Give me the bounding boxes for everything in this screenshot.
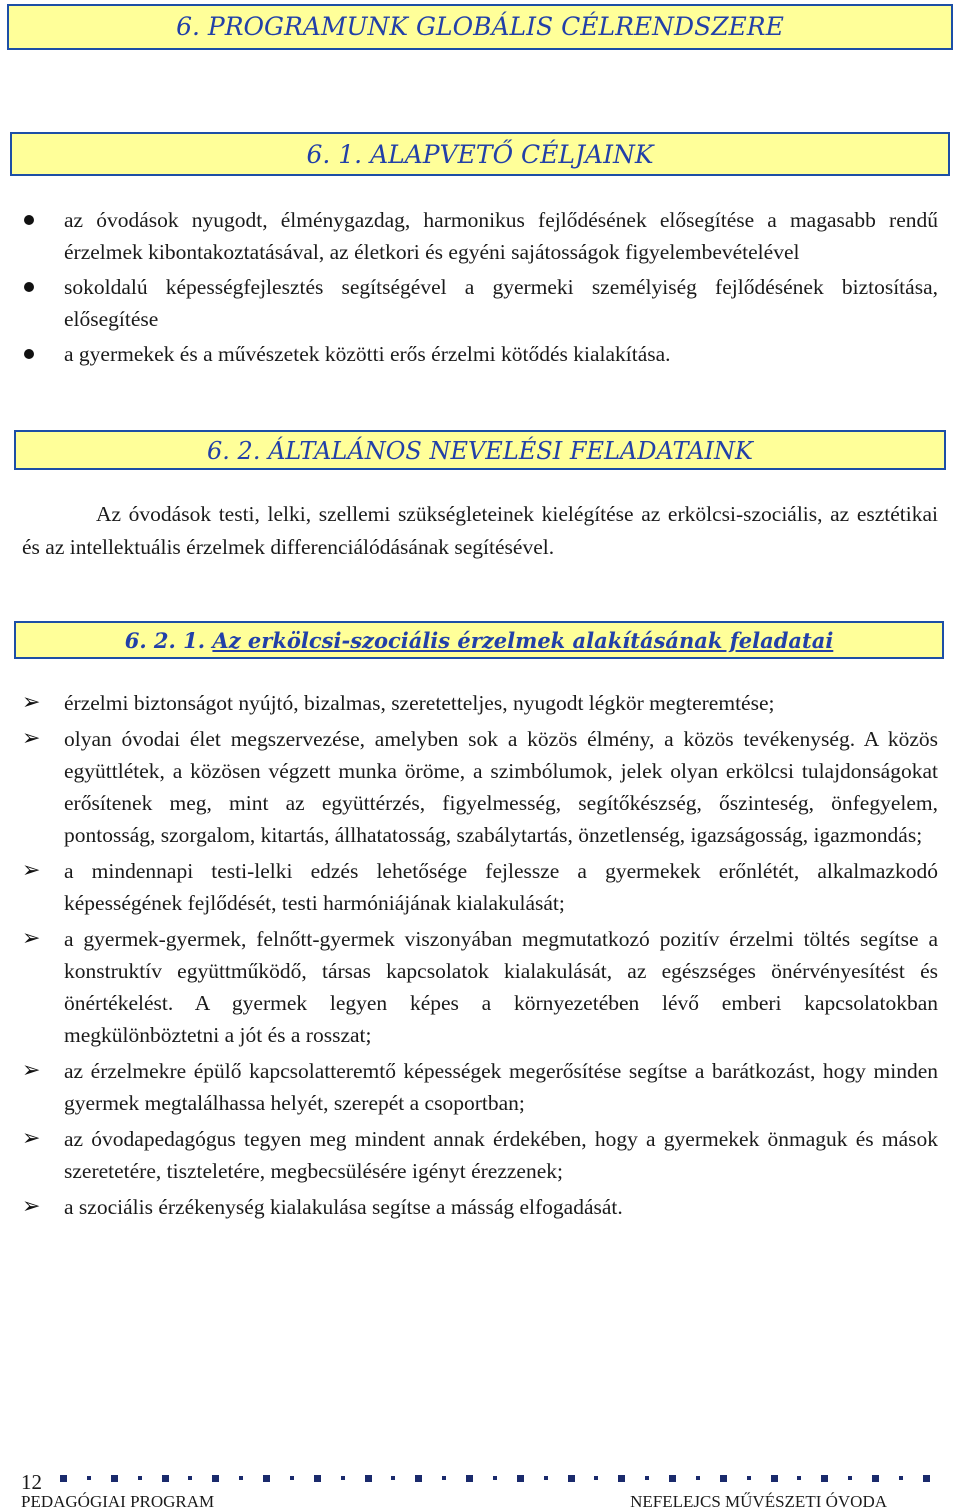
footer-square-icon [568,1475,575,1482]
footer-square-icon [239,1476,243,1480]
section-62-paragraph: Az óvodások testi, lelki, szellemi szükségleteinek kielégítése az erkölcsi-szociális, az esztétikai és az intellektuális érzelmek differenciálódásának segítésével. [22,502,938,559]
section-61-banner [10,132,950,176]
section-621-task-list [22,687,938,1227]
list-item: ➢ a szociális érzékenység kialakulása segítse a másság elfogadását. [22,1191,938,1223]
footer-square-icon [365,1475,372,1482]
footer-square-icon [341,1476,345,1480]
section-61-title: 6. 1. ALAPVETŐ CÉLJAINK [306,140,654,169]
list-item: ➢ az óvodapedagógus tegyen meg mindent annak érdekében, hogy a gyermekek önmaguk és mások szeretetére, tiszteletére, megbecsülésére igényt érezzenek; [22,1123,938,1187]
footer-square-icon [618,1475,625,1482]
arrow-bullet-icon: ➢ [22,690,41,715]
list-item: ➢ olyan óvodai élet megszervezése, amelyben sok a közös élmény, a közös tevékenység. A közös együttlétek, a közösen végzett munka öröme, a szimbólumok, jelek olyan erkölcsi tulajdonságokat erősítenek meg, mint az együttérzés, figyelmesség, segítőkészség, őszinteség, önfegyelem, pontosság, szorgalom, kitartás, állhatatosság, szabálytartás, önzetlenség, igazságosság, igazmondás; [22,723,938,851]
section-621-number: 6. 2. 1. [124,628,206,653]
footer-square-icon [415,1475,422,1482]
footer-square-icon [314,1475,321,1482]
list-item: sokoldalú képességfejlesztés segítségével a gyermeki személyiség fejlődésének biztosítása, elősegítése [22,271,938,335]
main-title: 6. PROGRAMUNK GLOBÁLIS CÉLRENDSZERE [176,12,784,41]
footer-square-icon [493,1476,497,1480]
footer-square-icon [60,1475,67,1482]
arrow-bullet-icon: ➢ [22,858,41,883]
footer-square-icon [696,1476,700,1480]
footer-square-divider [60,1474,930,1482]
footer-square-icon [290,1476,294,1480]
footer-square-icon [391,1476,395,1480]
footer-square-icon [544,1476,548,1480]
section-62-title: 6. 2. ÁLTALÁNOS NEVELÉSI FELADATAINK [207,437,753,465]
bullet-dot-icon [24,349,34,359]
bullet-dot-icon [24,215,34,225]
arrow-bullet-icon: ➢ [22,926,41,951]
footer-square-icon [442,1476,446,1480]
footer-square-icon [594,1476,598,1480]
footer-square-icon [466,1475,473,1482]
arrow-bullet-icon: ➢ [22,1126,41,1151]
footer-square-icon [517,1475,524,1482]
page-number: 12 [21,1470,42,1494]
list-item: az óvodások nyugodt, élménygazdag, harmonikus fejlődésének elősegítése a magasabb rendű érzelmek kibontakoztatásával, az életkori és egyéni sajátosságok figyelembevételével [22,204,938,268]
footer-square-icon [212,1475,219,1482]
section-61-goal-list [22,204,938,373]
footer-square-icon [872,1475,879,1482]
footer-square-icon [645,1476,649,1480]
footer-square-icon [263,1475,270,1482]
arrow-bullet-icon: ➢ [22,1058,41,1083]
footer-square-icon [162,1475,169,1482]
list-item: ➢ az érzelmekre épülő kapcsolatteremtő képességek megerősítése segítse a barátkozást, hogy minden gyermek megtalálhassa helyét, szerepét a csoportban; [22,1055,938,1119]
footer-square-icon [87,1476,91,1480]
arrow-bullet-icon: ➢ [22,1194,41,1219]
footer-square-icon [848,1476,852,1480]
footer-square-icon [111,1475,118,1482]
footer-square-icon [797,1476,801,1480]
section-62-banner [14,430,946,470]
bullet-dot-icon [24,282,34,292]
list-item: ➢ a gyermek-gyermek, felnőtt-gyermek viszonyában megmutatkozó pozitív érzelmi töltés segítse a konstruktív együttműködő, társas kapcsolatok kialakulását, az egészséges önérvényesítést és önértékelést. A gyermek legyen képes a környezetében lévő emberi kapcsolatokban megkülönböztetni a jót és a rosszat; [22,923,938,1051]
section-621-banner [14,621,944,659]
list-item: a gyermekek és a művészetek közötti erős érzelmi kötődés kialakítása. [22,338,938,370]
footer-program-name: PEDAGÓGIAI PROGRAM [21,1492,215,1511]
footer-square-icon [821,1475,828,1482]
list-item: ➢ érzelmi biztonságot nyújtó, bizalmas, szeretetteljes, nyugodt légkör megteremtése; [22,687,938,719]
footer-square-icon [747,1476,751,1480]
footer-square-icon [899,1476,903,1480]
footer-square-icon [138,1476,142,1480]
footer-square-icon [771,1475,778,1482]
section-621-title: Az erkölcsi-szociális érzelmek alakításának feladatai [212,628,834,653]
footer-square-icon [669,1475,676,1482]
footer-square-icon [923,1475,930,1482]
footer-square-icon [188,1476,192,1480]
footer-school-name: NEFELEJCS MŰVÉSZETI ÓVODA [630,1492,887,1511]
footer-square-icon [720,1475,727,1482]
arrow-bullet-icon: ➢ [22,726,41,751]
list-item: ➢ a mindennapi testi-lelki edzés lehetősége fejlessze a gyermekek erőnlétét, alkalmazkodó képességének fejlődését, testi harmóniájának kialakulását; [22,855,938,919]
main-title-banner [7,4,953,50]
